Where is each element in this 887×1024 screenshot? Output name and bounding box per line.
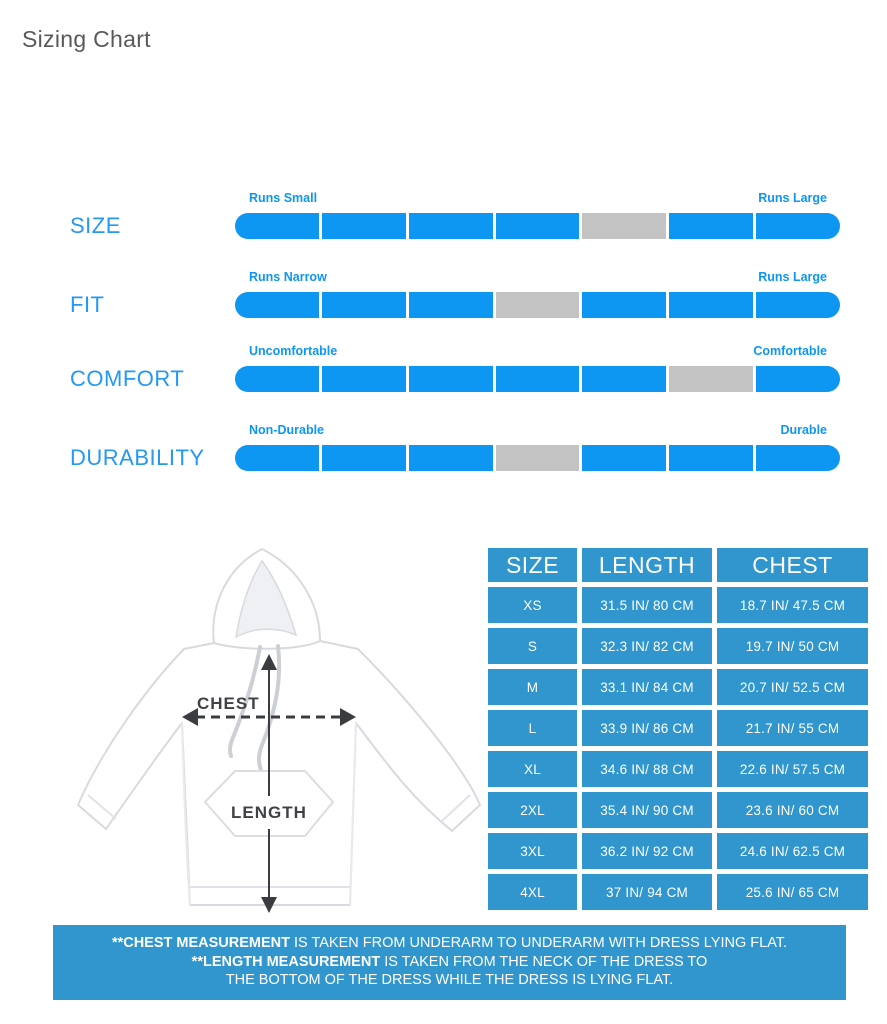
rating-bar [235, 445, 840, 471]
table-cell: 19.7 IN/ 50 CM [717, 628, 868, 664]
rating-segment [322, 445, 406, 471]
table-cell: 21.7 IN/ 55 CM [717, 710, 868, 746]
rating-name: FIT [70, 292, 105, 317]
rating-segment [582, 292, 666, 318]
table-cell: 33.1 IN/ 84 CM [582, 669, 712, 705]
hoodie-measurement-diagram [72, 543, 487, 915]
rating-name: SIZE [70, 213, 121, 238]
note-line-1: **CHEST MEASUREMENT IS TAKEN FROM UNDERARM TO UNDERARM WITH DRESS LYING FLAT. [111, 935, 788, 951]
rating-segment [756, 445, 840, 471]
rating-segment [496, 366, 580, 392]
rating-segment [669, 213, 753, 239]
rating-segment [322, 213, 406, 239]
table-cell: 36.2 IN/ 92 CM [582, 833, 712, 869]
table-cell: 34.6 IN/ 88 CM [582, 751, 712, 787]
rating-segment [322, 292, 406, 318]
table-cell: 33.9 IN/ 86 CM [582, 710, 712, 746]
rating-bar [235, 366, 840, 392]
rating-marker-segment [496, 292, 580, 318]
table-cell: 22.6 IN/ 57.5 CM [717, 751, 868, 787]
rating-bar-area [235, 344, 840, 392]
rating-endpoint-right: Runs Large [758, 270, 827, 284]
rating-bar-area [235, 191, 840, 239]
table-cell: 20.7 IN/ 52.5 CM [717, 669, 868, 705]
rating-name: COMFORT [70, 366, 185, 391]
hoodie-illustration [72, 543, 487, 915]
table-cell: M [488, 669, 577, 705]
rating-segment [235, 366, 319, 392]
rating-segment [235, 213, 319, 239]
rating-segment [669, 292, 753, 318]
rating-segment [582, 366, 666, 392]
measurement-note [53, 925, 846, 1000]
rating-segment [409, 292, 493, 318]
rating-segment [409, 445, 493, 471]
rating-endpoint-right: Runs Large [758, 191, 827, 205]
page-title: Sizing Chart [22, 26, 151, 52]
note-line-3: THE BOTTOM OF THE DRESS WHILE THE DRESS IS LYING FLAT. [225, 972, 674, 988]
rating-endpoint-left: Non-Durable [249, 423, 324, 437]
table-cell: 25.6 IN/ 65 CM [717, 874, 868, 910]
rating-segment [235, 445, 319, 471]
rating-bar-area [235, 423, 840, 471]
table-cell: L [488, 710, 577, 746]
chest-label: CHEST [197, 694, 260, 713]
rating-bar [235, 213, 840, 239]
table-header-length: LENGTH [582, 548, 712, 582]
rating-row-comfort [0, 344, 887, 400]
rating-endpoint-right: Durable [780, 423, 827, 437]
rating-bar [235, 292, 840, 318]
table-cell: XL [488, 751, 577, 787]
rating-segment [409, 213, 493, 239]
table-cell: 37 IN/ 94 CM [582, 874, 712, 910]
size-table [488, 548, 868, 910]
rating-endpoint-left: Runs Small [249, 191, 318, 205]
ratings-section [0, 0, 887, 500]
rating-segment [409, 366, 493, 392]
rating-marker-segment [496, 445, 580, 471]
rating-marker-segment [582, 213, 666, 239]
table-cell: 24.6 IN/ 62.5 CM [717, 833, 868, 869]
rating-endpoint-left: Runs Narrow [249, 270, 327, 284]
rating-row-fit [0, 270, 887, 326]
table-header-chest: CHEST [717, 548, 868, 582]
table-cell: 23.6 IN/ 60 CM [717, 792, 868, 828]
rating-segment [322, 366, 406, 392]
rating-segment [756, 213, 840, 239]
table-cell: 3XL [488, 833, 577, 869]
table-cell: 35.4 IN/ 90 CM [582, 792, 712, 828]
rating-segment [756, 366, 840, 392]
rating-segment [235, 292, 319, 318]
table-cell: 31.5 IN/ 80 CM [582, 587, 712, 623]
table-cell: XS [488, 587, 577, 623]
note-line-2: **LENGTH MEASUREMENT IS TAKEN FROM THE NECK OF THE DRESS TO [191, 953, 708, 970]
rating-row-size [0, 191, 887, 247]
rating-endpoint-left: Uncomfortable [249, 344, 338, 358]
length-label: LENGTH [231, 803, 307, 822]
rating-segment [669, 445, 753, 471]
table-cell: S [488, 628, 577, 664]
rating-segment [496, 213, 580, 239]
table-header-size: SIZE [488, 548, 577, 582]
rating-row-durability [0, 423, 887, 479]
rating-segment [582, 445, 666, 471]
table-cell: 18.7 IN/ 47.5 CM [717, 587, 868, 623]
rating-marker-segment [669, 366, 753, 392]
table-cell: 4XL [488, 874, 577, 910]
table-cell: 2XL [488, 792, 577, 828]
rating-name: DURABILITY [70, 445, 205, 470]
table-cell: 32.3 IN/ 82 CM [582, 628, 712, 664]
rating-segment [756, 292, 840, 318]
rating-endpoint-right: Comfortable [753, 344, 827, 358]
rating-bar-area [235, 270, 840, 318]
